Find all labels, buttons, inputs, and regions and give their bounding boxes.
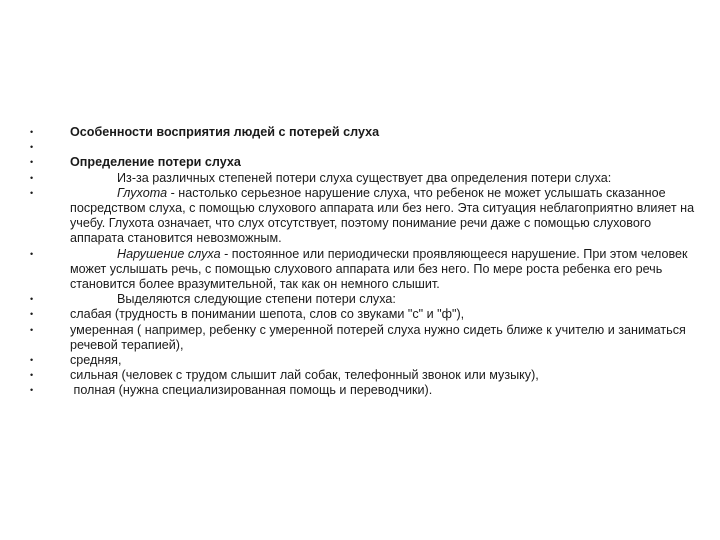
list-item-empty bbox=[30, 140, 700, 155]
intro-text: Из-за различных степеней потери слуха существует два определения потери слуха: bbox=[117, 170, 612, 185]
list-item-hearing-impairment bbox=[30, 247, 700, 293]
bullet-icon: • bbox=[30, 127, 34, 137]
bullet-icon: • bbox=[30, 355, 34, 366]
paragraph-text bbox=[70, 247, 700, 293]
bullet-icon: • bbox=[30, 309, 34, 320]
section-heading: Определение потери слуха bbox=[70, 155, 241, 170]
list-item-title bbox=[30, 125, 700, 140]
bullet-icon: • bbox=[30, 157, 34, 168]
list-item-degrees-intro bbox=[30, 292, 700, 307]
list-item-degree-medium bbox=[30, 353, 700, 368]
list-item-degree-total bbox=[30, 383, 700, 398]
degree-medium-text: средняя, bbox=[70, 353, 122, 368]
bullet-icon: • bbox=[30, 370, 34, 381]
paragraph-text bbox=[70, 171, 700, 186]
bullet-icon: • bbox=[30, 248, 34, 259]
term-hearing-impairment: Нарушение слуха bbox=[117, 246, 221, 261]
bullet-icon: • bbox=[30, 294, 34, 305]
degree-mild-text: слабая (трудность в понимании шепота, слов со звуками "с" и "ф"), bbox=[70, 307, 465, 322]
degree-moderate-text: умеренная ( например, ребенку с умеренной потерей слуха нужно сидеть ближе к учителю и заниматься речевой терапией), bbox=[70, 322, 686, 352]
list-item-intro bbox=[30, 171, 700, 186]
bullet-icon: • bbox=[30, 324, 34, 335]
degree-severe-text: сильная (человек с трудом слышит лай собак, телефонный звонок или музыку), bbox=[70, 368, 539, 383]
list-item-heading bbox=[30, 155, 700, 170]
definition-deafness: - настолько серьезное нарушение слуха, что ребенок не может услышать сказанное посредством слуха, с помощью слухового аппарата или без него. Эта ситуация неблагоприятно влияет на учебу. Глухота означает, что слух отсутствует, поэтому понимание речи даже с помощью слухового аппарата становится невозможным. bbox=[70, 185, 695, 246]
term-deafness: Глухота bbox=[117, 185, 168, 200]
list-item-degree-mild bbox=[30, 307, 700, 322]
paragraph-text bbox=[70, 292, 700, 307]
bullet-list bbox=[30, 125, 700, 399]
bullet-icon: • bbox=[30, 142, 34, 153]
list-item-degree-moderate bbox=[30, 323, 700, 353]
degree-total-text: полная (нужна специализированная помощь и переводчики). bbox=[70, 383, 433, 398]
paragraph-text bbox=[70, 186, 700, 247]
list-item-degree-severe bbox=[30, 368, 700, 383]
list-item-deafness bbox=[30, 186, 700, 247]
slide-title: Особенности восприятия людей с потерей слуха bbox=[70, 125, 380, 139]
degrees-intro-text: Выделяются следующие степени потери слуха: bbox=[117, 292, 396, 307]
definition-hearing-impairment: - постоянное или периодически проявляющееся нарушение. При этом человек может услышать речь, с помощью слухового аппарата или без него. По мере роста ребенка его речь становится более вразумительной, так как он немного слышит. bbox=[70, 246, 688, 292]
bullet-icon: • bbox=[30, 172, 34, 183]
bullet-icon: • bbox=[30, 187, 34, 198]
bullet-icon: • bbox=[30, 385, 34, 396]
